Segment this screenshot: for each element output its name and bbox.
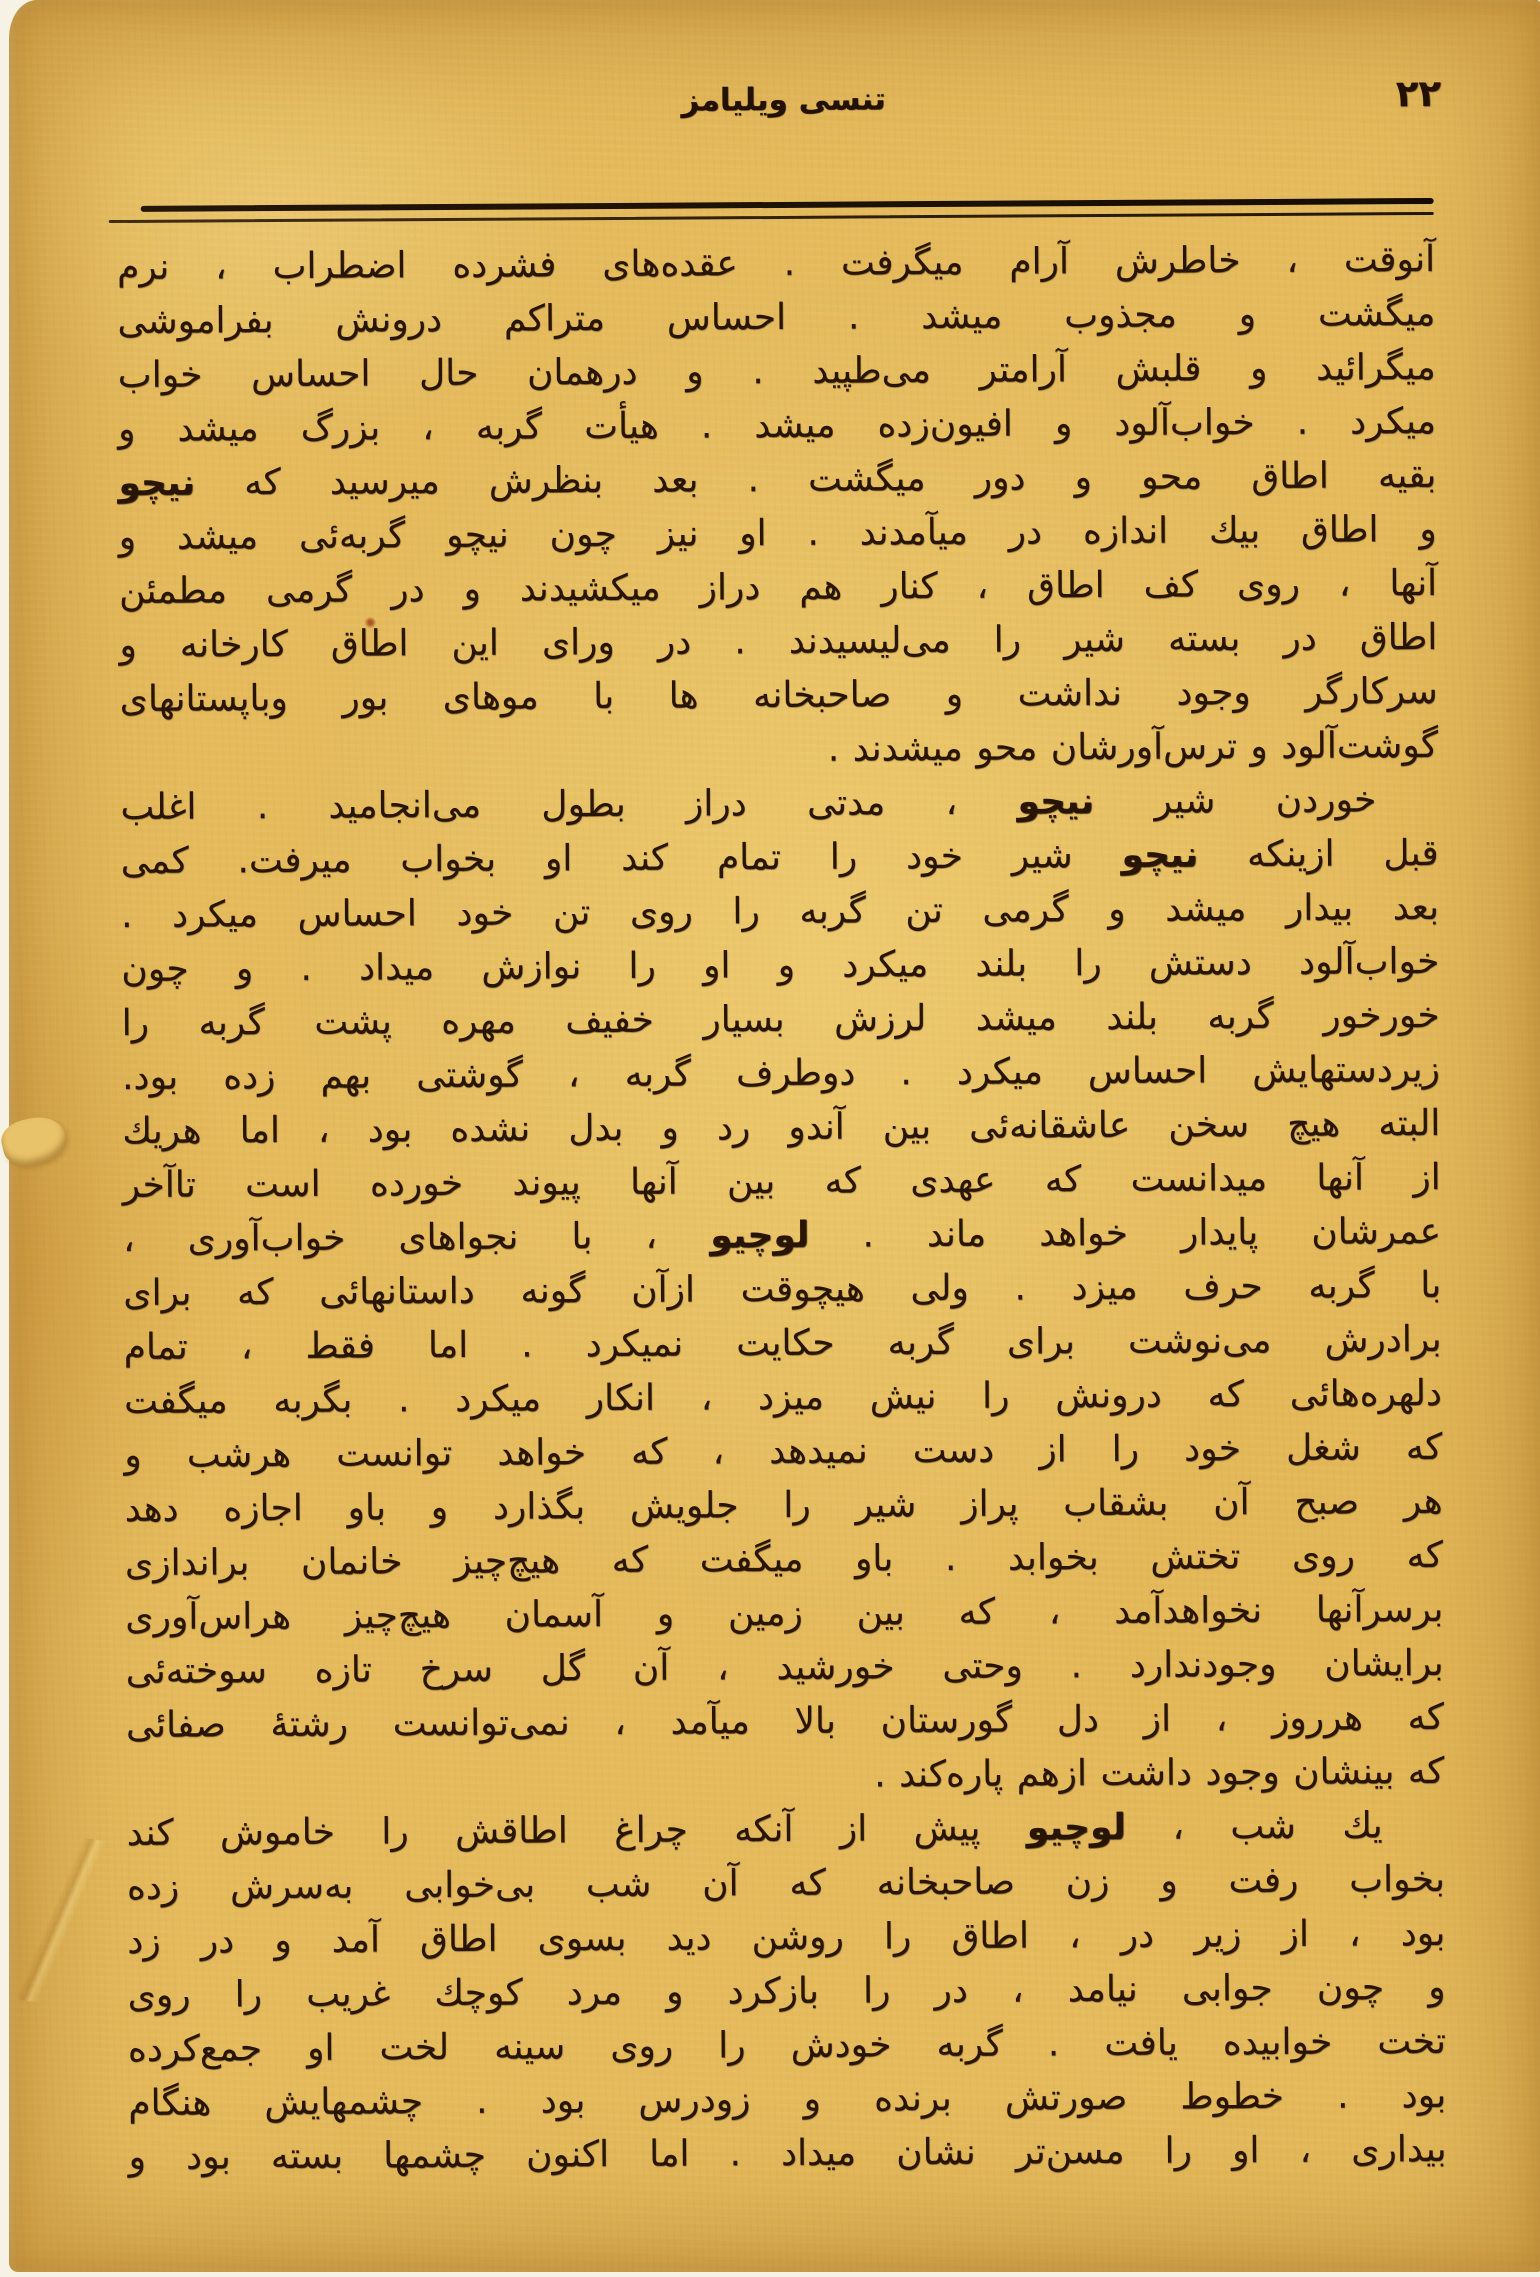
- text-line: عمرشان پایدار خواهد ماند . لوچیو ، با نجواهای خواب‌آوری ،: [122, 1210, 1442, 1260]
- text-line: خورخور گربه بلند میشد لرزش بسیار خفیف مهره پشت گربه را: [121, 994, 1440, 1044]
- text-line: زیردستهایش احساس میکرد . دوطرف گربه ، گوشتی بهم زده بود.: [121, 1048, 1441, 1098]
- text-line: یك شب ، لوچیو پیش از آنکه چراغ اطاقش را خاموش کند: [126, 1805, 1383, 1854]
- text-line: با گربه حرف میزد . ولی هیچوقت ازآن گونه داستانهائی که برای: [123, 1264, 1442, 1314]
- text-line: خواب‌آلود دستش را بلند میکرد و او را نوازش میداد . و چون: [121, 940, 1440, 990]
- page-content: [3, 0, 1540, 2277]
- text-line: میگرائید و قلبش آرامتر می‌طپید . و درهمان حال احساس خواب: [117, 346, 1436, 397]
- text-line: که شغل خود را از دست نمیدهد ، که خواهد توانست هرشب و: [124, 1426, 1443, 1476]
- text-line: برایشان وجودندارد . وحتی خورشید ، آن گل سرخ تازه سوخته‌ئی: [125, 1642, 1444, 1692]
- page-number: ٢٢: [1395, 71, 1442, 116]
- text-line: بخواب رفت و زن صاحبخانه که آن شب بی‌خوابی به‌سرش زده: [126, 1858, 1446, 1908]
- text-line: که بینشان وجود داشت ازهم پاره‌کند .: [874, 1750, 1445, 1796]
- text-block: [117, 233, 1447, 2185]
- text-line: از آنها میدانست که عهدی که بین آنها پیوند خورده است تاآخر: [122, 1156, 1441, 1206]
- text-line: دلهره‌هائی که درونش را نیش میزد ، انکار میکرد . بگربه میگفت: [123, 1372, 1443, 1422]
- text-line: برادرش می‌نوشت برای گربه حکایت نمیکرد . اما فقط ، تمام: [123, 1318, 1442, 1368]
- text-line: بقیه اطاق محو و دور میگشت . بعد بنظرش میرسید که نیچو: [118, 454, 1437, 504]
- text-line: خوردن شیر نیچو ، مدتی دراز بطول می‌انجامید . اغلب: [120, 779, 1377, 828]
- text-line: اطاق در بسته شیر را می‌لیسیدند . در ورای این اطاق کارخانه و: [119, 616, 1438, 666]
- paper-sheet: [9, 0, 1540, 2272]
- header-rule-thick: [141, 198, 1434, 212]
- text-line: سرکارگر وجود نداشت و صاحبخانه ها با موهای بور وباپستانهای: [119, 670, 1438, 720]
- text-line: قبل ازینکه نیچو شیر خود را تمام کند او بخواب میرفت. کمی: [120, 832, 1439, 882]
- running-title: تنسی ویلیامز: [681, 81, 886, 119]
- text-line: البته هیچ سخن عاشقانه‌ئی بین آندو رد و بدل نشده بود ، اما هریك: [122, 1102, 1441, 1152]
- text-line: گوشت‌آلود و ترس‌آورشان محو میشدند .: [827, 724, 1439, 770]
- text-line: تخت خوابیده یافت . گربه خودش را روی سینه لخت او جمع‌کرده: [127, 2020, 1447, 2070]
- text-line: که روی تختش بخوابد . باو میگفت که هیچ‌چیز خانمان براندازی: [124, 1534, 1444, 1584]
- text-line: بود ، از زیر در ، اطاق را روشن دید بسوی اطاق آمد و در زد: [127, 1912, 1446, 1962]
- text-line: بعد بیدار میشد و گرمی تن گربه را روی تن خود احساس میکرد .: [120, 886, 1440, 936]
- text-line: و اطاق بیك اندازه در میآمدند . او نیز چون نیچو گربه‌ئی میشد و: [118, 508, 1437, 558]
- text-line: بود . خطوط صورتش برنده و زودرس بود . چشمهایش هنگام: [128, 2074, 1447, 2124]
- text-line: میگشت و مجذوب میشد . احساس متراکم درونش بفراموشی: [117, 292, 1436, 343]
- text-line: آنوقت ، خاطرش آرام میگرفت . عقده‌های فشرده اضطراب ، نرم: [116, 238, 1436, 289]
- text-line: هر صبح آن بشقاب پراز شیر را جلویش بگذارد و باو اجازه دهد: [124, 1480, 1443, 1530]
- text-line: برسرآنها نخواهدآمد ، که بین زمین و آسمان هیچ‌چیز هراس‌آوری: [125, 1588, 1444, 1638]
- text-line: میکرد . خواب‌آلود و افیون‌زده میشد . هیأت گربه ، بزرگ میشد و: [117, 400, 1437, 451]
- text-line: و چون جوابی نیامد ، در را بازکرد و مرد کوچك غریب را روی: [127, 1966, 1446, 2016]
- text-line: آنها ، روی کف اطاق ، کنار هم دراز میکشیدند و در گرمی مطمئن: [118, 562, 1438, 612]
- text-line: بیداری ، او را مسن‌تر نشان میداد . اما اکنون چشمها بسته بود و: [128, 2128, 1447, 2178]
- header-rule-thin: [109, 212, 1434, 223]
- text-line: که هرروز ، از دل گورستان بالا میآمد ، نمی‌توانست رشتهٔ صفائی: [125, 1696, 1445, 1746]
